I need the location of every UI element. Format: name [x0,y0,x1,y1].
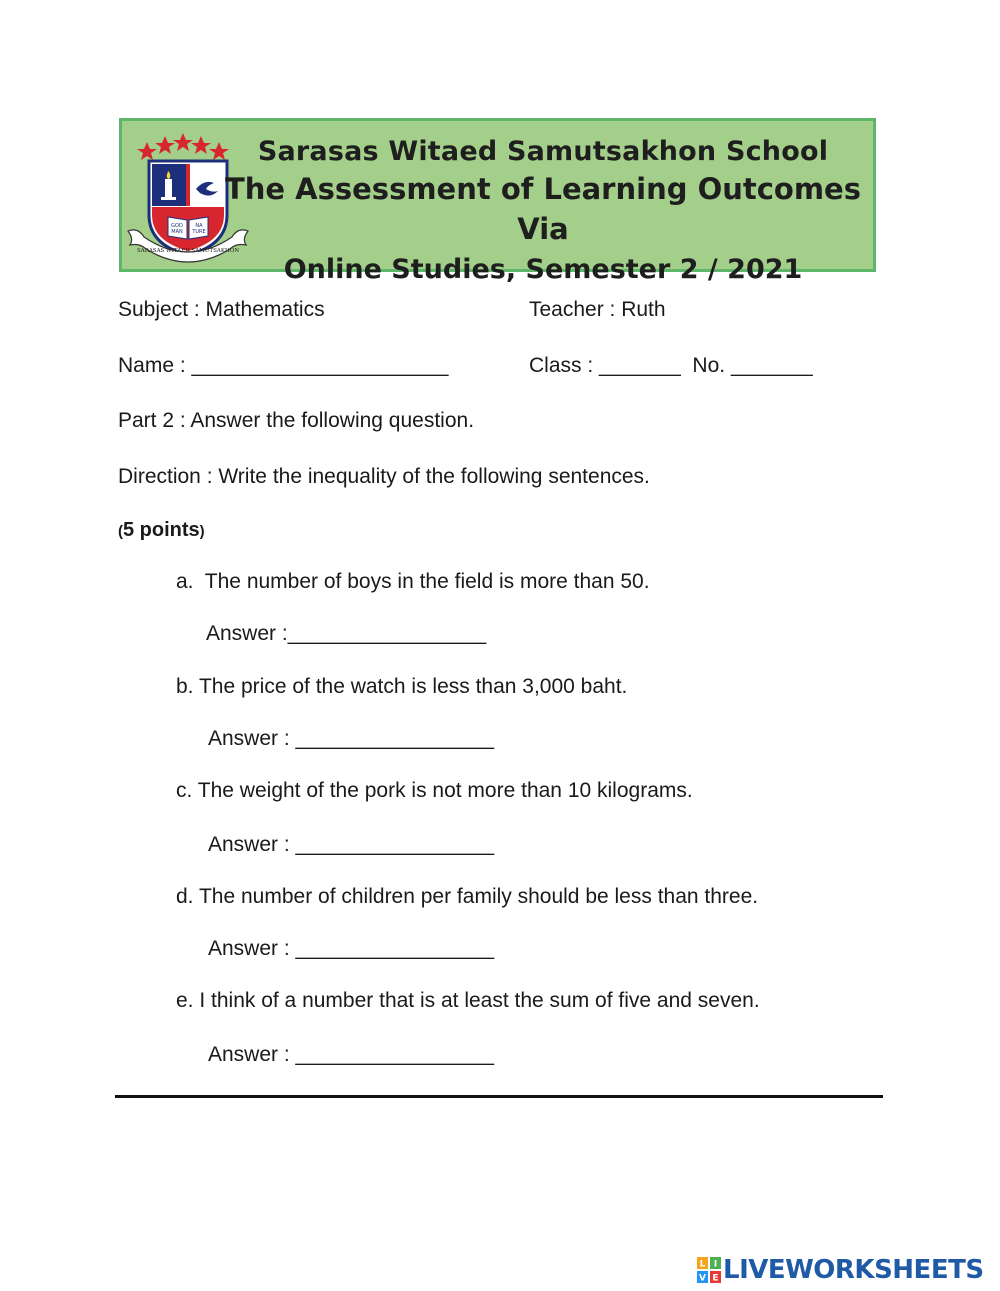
answer-e-field[interactable]: Answer : _________________ [208,1043,495,1066]
answer-d-field[interactable]: Answer : _________________ [208,937,495,960]
points-value: 5 points [123,519,200,541]
question-e: e. I think of a number that is at least the sum of five and seven. [176,989,760,1012]
crest-text-right-2: TURE [192,229,206,235]
question-c: c. The weight of the pork is not more than 10 kilograms. [176,779,693,802]
subject-field: Subject : Mathematics [118,298,325,321]
crest-text-right: NA [195,223,203,229]
cube-letter-i: I [713,1259,718,1270]
liveworksheets-wordmark: LIVEWORKSHEETS [723,1255,984,1285]
class-number-field[interactable]: Class : _______ No. _______ [529,354,813,377]
crest-ribbon-text: SARASAS WITAED SAMUTSAKHON [136,248,240,254]
cube-letter-v: V [699,1273,706,1283]
cube-letter-l: L [699,1259,706,1270]
crest-text-left: GOD [171,223,183,229]
liveworksheets-logo[interactable] [697,1255,984,1285]
question-a: a. The number of boys in the field is more than 50. [176,570,650,593]
name-field[interactable]: Name : ______________________ [118,354,449,377]
direction-text: Direction : Write the inequality of the following sentences. [118,465,650,488]
answer-a-field[interactable]: Answer :_________________ [206,622,487,645]
answer-c-field[interactable]: Answer : _________________ [208,833,495,856]
crest-text-left-2: MAN [171,229,183,235]
assessment-title: The Assessment of Learning Outcomes Via [224,172,861,246]
answer-b-field[interactable]: Answer : _________________ [208,727,495,750]
liveworksheets-cubes-icon [697,1257,721,1283]
cube-letter-e: E [712,1273,719,1283]
points-open-paren: ( [118,523,123,540]
part-heading: Part 2 : Answer the following question. [118,409,475,432]
semester-line: Online Studies, Semester 2 / 2021 [283,254,803,285]
school-name: Sarasas Witaed Samutsakhon School [257,136,829,167]
header-banner [119,118,876,285]
points-close-paren: ) [199,523,205,540]
question-d: d. The number of children per family should be less than three. [176,885,759,908]
question-b: b. The price of the watch is less than 3,000 baht. [176,675,628,698]
bottom-divider [115,1095,883,1098]
teacher-field: Teacher : Ruth [529,298,666,321]
points-label [118,518,205,544]
